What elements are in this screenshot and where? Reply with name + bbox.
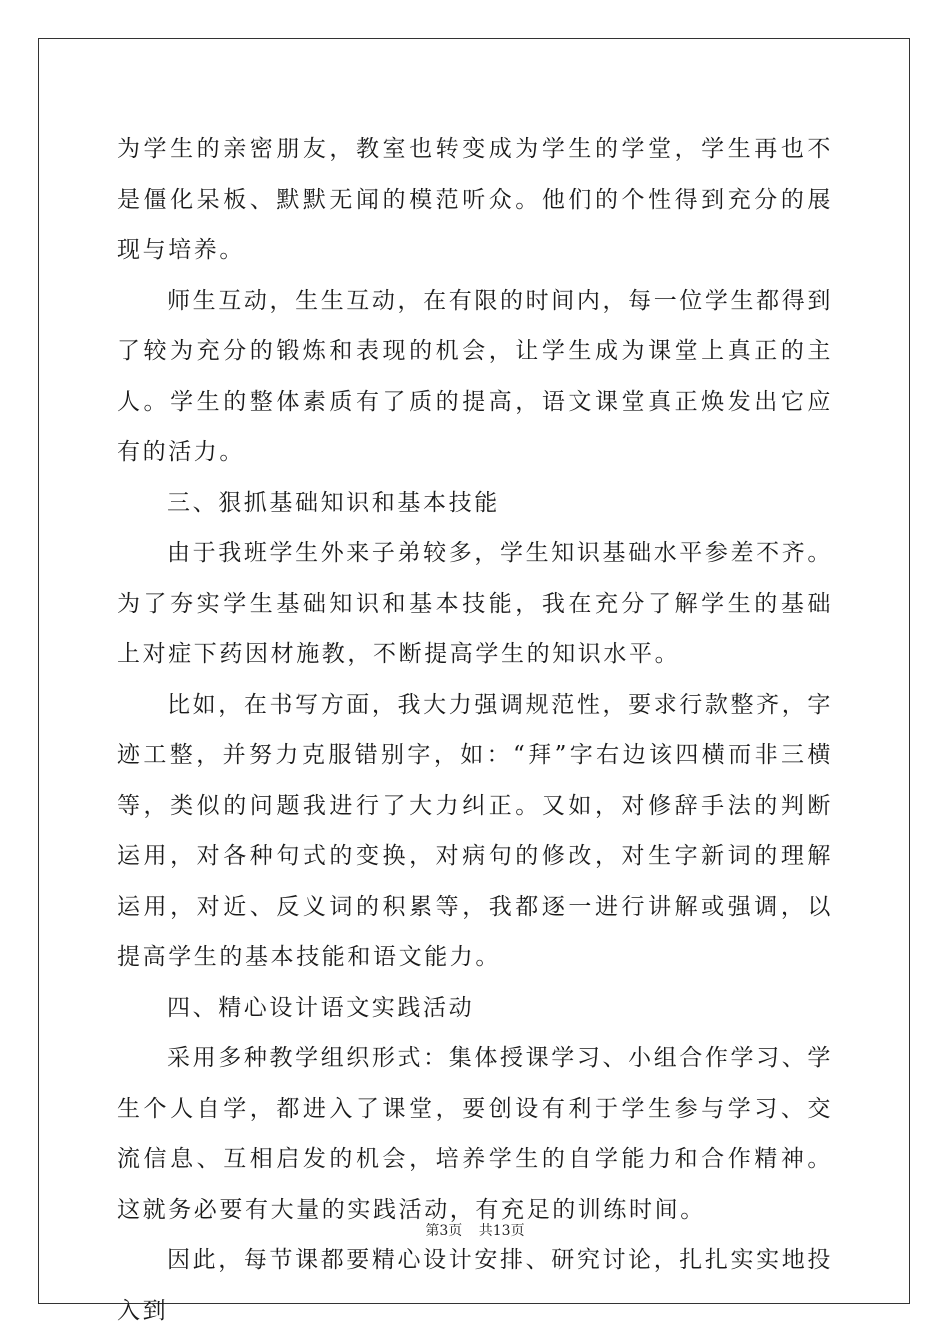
document-body	[117, 124, 833, 1336]
paragraph-5: 比如，在书写方面，我大力强调规范性，要求行款整齐，字迹工整，并努力克服错别字，如：“拜”字右边该四横而非三横等，类似的问题我进行了大力纠正。又如，对修辞手法的判断运用，对各种句式的变换，对病句的修改，对生字新词的理解运用，对近、反义词的积累等，我都逐一进行讲解或强调，以提高学生的基本技能和语文能力。	[117, 691, 833, 970]
paragraph-8: 因此，每节课都要精心设计安排、研究讨论，扎扎实实地投入到	[117, 1247, 833, 1324]
paragraph-2: 师生互动，生生互动，在有限的时间内，每一位学生都得到了较为充分的锻炼和表现的机会，让学生成为课堂上真正的主人。学生的整体素质有了质的提高，语文课堂真正焕发出它应有的活力。	[117, 287, 833, 465]
paragraph-4: 由于我班学生外来子弟较多，学生知识基础水平参差不齐。为了夯实学生基础知识和基本技能，我在充分了解学生的基础上对症下药因材施教，不断提高学生的知识水平。	[117, 540, 833, 667]
section-heading-3: 三、狠抓基础知识和基本技能	[167, 489, 500, 516]
page-number: 第3页	[425, 1223, 463, 1239]
page-footer	[0, 1220, 950, 1240]
section-heading-4: 四、精心设计语文实践活动	[167, 994, 475, 1021]
paragraph-7: 采用多种教学组织形式：集体授课学习、小组合作学习、学生个人自学，都进入了课堂，要创设有利于学生参与学习、交流信息、互相启发的机会，培养学生的自学能力和合作精神。这就务必要有大量的实践活动，有充足的训练时间。	[117, 1045, 833, 1223]
page-total: 共13页	[478, 1223, 525, 1239]
paragraph-1: 为学生的亲密朋友，教室也转变成为学生的学堂，学生再也不是僵化呆板、默默无闻的模范听众。他们的个性得到充分的展现与培养。	[117, 136, 833, 263]
